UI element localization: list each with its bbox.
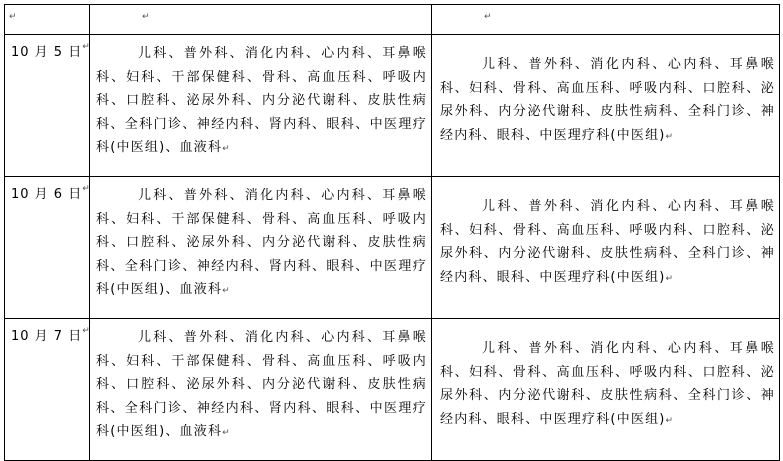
header-cell-date (5, 5, 90, 35)
date-label: 10 月 7 日 (11, 329, 83, 344)
paragraph-mark-icon: ↵ (222, 428, 230, 438)
date-cell (5, 177, 90, 319)
header-cell-campus-b (432, 5, 780, 35)
table-row (5, 319, 780, 461)
departments-cell-a (90, 319, 432, 461)
department-list: 儿科、普外科、消化内科、心内科、耳鼻喉科、妇科、骨科、高血压科、呼吸内科、口腔科、泌尿外科、内分泌代谢科、皮肤性病科、全科门诊、神经内科、眼科、中医理疗科(中医组) (440, 341, 775, 427)
paragraph-mark-icon: ↵ (665, 415, 674, 426)
table-row (5, 177, 780, 319)
date-label: 10 月 5 日 (11, 45, 83, 60)
departments-cell-a (90, 177, 432, 319)
holiday-clinic-schedule-table (4, 4, 780, 461)
department-list: 儿科、普外科、消化内科、心内科、耳鼻喉科、妇科、骨科、高血压科、呼吸内科、口腔科、泌尿外科、内分泌代谢科、皮肤性病科、全科门诊、神经内科、眼科、中医理疗科(中医组) (440, 199, 775, 285)
paragraph-mark-icon: ↵ (9, 12, 17, 22)
paragraph-mark-icon: ↵ (222, 286, 230, 296)
paragraph-mark-icon: ↵ (665, 131, 674, 142)
table-row (5, 35, 780, 177)
paragraph-mark-icon: ↵ (142, 12, 150, 22)
paragraph-mark-icon: ↵ (665, 273, 674, 284)
paragraph-mark-icon: ↵ (82, 184, 90, 194)
paragraph-mark-icon: ↵ (484, 12, 492, 22)
date-cell (5, 319, 90, 461)
table-header-row (5, 5, 780, 35)
paragraph-mark-icon: ↵ (222, 144, 230, 154)
paragraph-mark-icon: ↵ (82, 326, 90, 336)
departments-cell-b (432, 319, 780, 461)
header-cell-campus-a (90, 5, 432, 35)
department-list: 儿科、普外科、消化内科、心内科、耳鼻喉科、妇科、干部保健科、骨科、高血压科、呼吸内科、口腔科、泌尿外科、内分泌代谢科、皮肤性病科、全科门诊、神经内科、肾内科、眼科、中医理疗科(中医组)、血液科 (96, 330, 427, 439)
department-list: 儿科、普外科、消化内科、心内科、耳鼻喉科、妇科、骨科、高血压科、呼吸内科、口腔科、泌尿外科、内分泌代谢科、皮肤性病科、全科门诊、神经内科、眼科、中医理疗科(中医组) (440, 57, 775, 143)
departments-cell-a (90, 35, 432, 177)
departments-cell-b (432, 177, 780, 319)
paragraph-mark-icon: ↵ (82, 42, 90, 52)
department-list: 儿科、普外科、消化内科、心内科、耳鼻喉科、妇科、干部保健科、骨科、高血压科、呼吸内科、口腔科、泌尿外科、内分泌代谢科、皮肤性病科、全科门诊、神经内科、肾内科、眼科、中医理疗科(中医组)、血液科 (96, 46, 427, 155)
department-list: 儿科、普外科、消化内科、心内科、耳鼻喉科、妇科、干部保健科、骨科、高血压科、呼吸内科、口腔科、泌尿外科、内分泌代谢科、皮肤性病科、全科门诊、神经内科、肾内科、眼科、中医理疗科(中医组)、血液科 (96, 188, 427, 297)
departments-cell-b (432, 35, 780, 177)
date-cell (5, 35, 90, 177)
date-label: 10 月 6 日 (11, 187, 83, 202)
